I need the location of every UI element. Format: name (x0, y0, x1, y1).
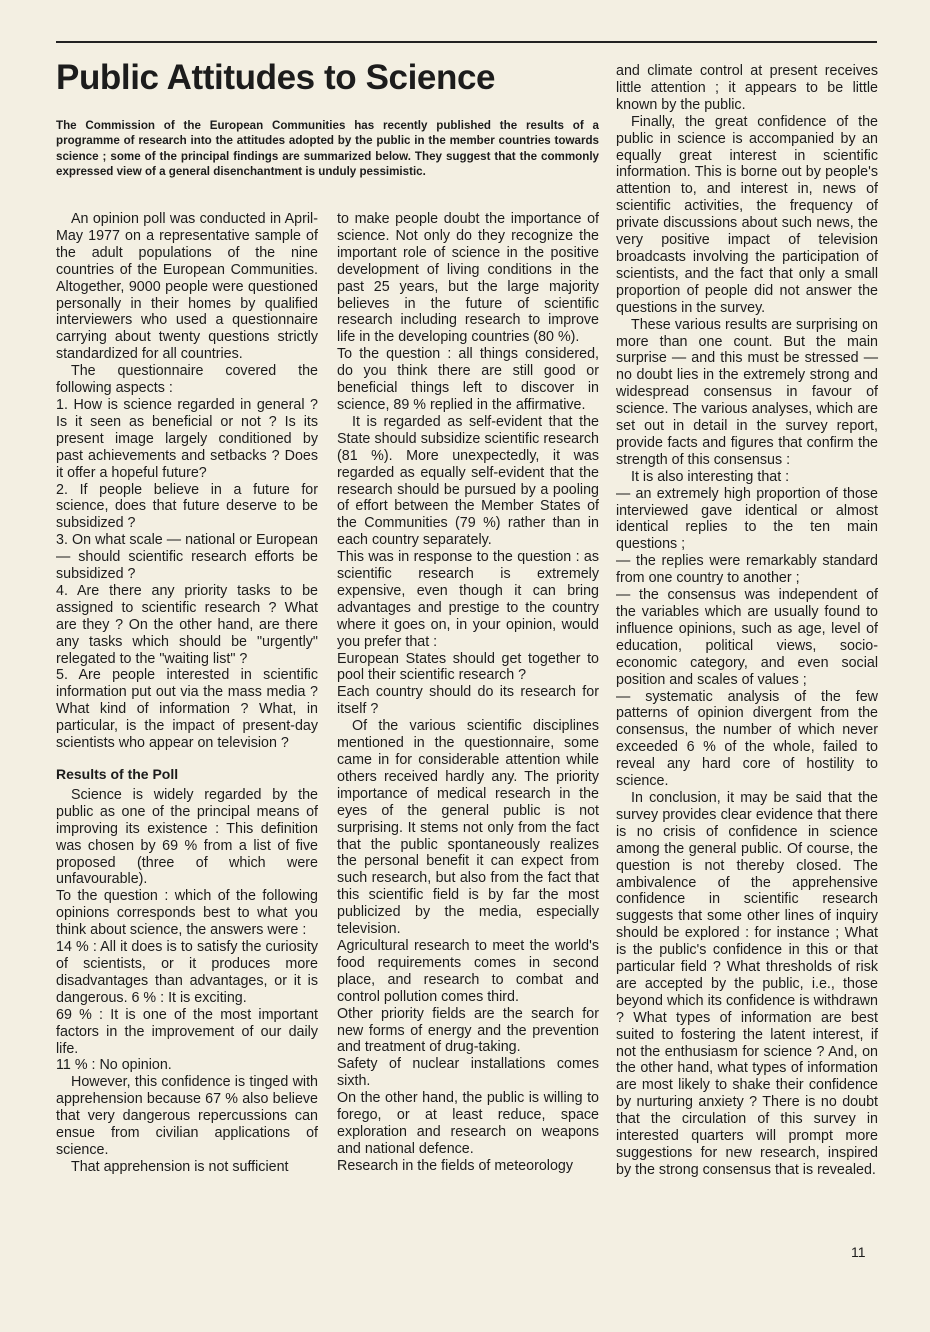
paragraph: The questionnaire covered the following aspects : (56, 363, 318, 397)
answer-item: 69 % : It is one of the most important factors in the improvement of our daily life. (56, 1006, 318, 1057)
question-1: 1. How is science regarded in general ? Is it seen as beneficial or not ? Is its present image largely conditioned by past achievements and setbacks ? Does it offer a hopeful future? (56, 396, 318, 481)
paragraph: Science is widely regarded by the public as one of the principal means of improving its existence : This definition was chosen by 69 % from a list of five proposed (three of which were unfavourable). (56, 786, 318, 888)
paragraph: On the other hand, the public is willing to forego, or at least reduce, space exploration and research on weapons and national defence. (337, 1090, 599, 1157)
question-4: 4. Are there any priority tasks to be assigned to scientific research ? What are they ? On the other hand, are there any tasks which should be "urgently" relegated to the "waiting list" ? (56, 582, 318, 667)
paragraph: However, this confidence is tinged with apprehension because 67 % also believe that very dangerous repercussions can ensue from civilian applications of science. (56, 1074, 318, 1158)
answer-item: 14 % : All it does is to satisfy the curiosity of scientists, or it produces more disadvantages than advantages, or it is dangerous. 6 % : It is exciting. (56, 939, 318, 1006)
paragraph: An opinion poll was conducted in April-May 1977 on a representative sample of the adult populations of the nine countries of the European Communities. Altogether, 9000 people were questioned personally in their homes by qualified interviewers who used a questionnaire carrying about twenty questions strictly standardized for all countries. (56, 211, 318, 363)
paragraph: Safety of nuclear installations comes sixth. (337, 1056, 599, 1090)
paragraph: Agricultural research to meet the world's food requirements comes in second place, and research to combat and control pollution comes third. (337, 937, 599, 1005)
column-3 (616, 63, 878, 1179)
column-2 (337, 211, 599, 1175)
page-number: 11 (851, 1244, 866, 1260)
paragraph: Each country should do its research for itself ? (337, 684, 599, 718)
paragraph: Of the various scientific disciplines mentioned in the questionnaire, some came in for considerable attention while others received hardly any. The priority importance of medical research in the eyes of the general public is not surprising. It stems not only from the fact that the public spontaneously realizes the personal benefit it can expect from such research, but also from the fact that this scientific field is by far the most publicized by the media, especially television. (337, 718, 599, 938)
section-heading: Results of the Poll (56, 766, 179, 782)
paragraph: Other priority fields are the search for new forms of energy and the prevention and treatment of drug-taking. (337, 1005, 599, 1056)
paragraph: In conclusion, it may be said that the survey provides clear evidence that there is no crisis of confidence in science among the general public. Of course, the question is not thereby closed. The ambivalence of the apprehensive confidence in scientific research suggests that some other lines of inquiry should be explored : for instance ; What is the public's confidence in this or that particular field ? What thresholds of risk are accepted by the public, i.e., those beyond which its confidence is withdrawn ? What types of information are best suited to fostering the latent interest, if not the enthusiasm for science ? And, on the other hand, what types of information are most likely to shake their confidence by nurturing anxiety ? There is no doubt that the circulation of this survey in interested quarters will prompt more suggestions for new research, inspired by the strong consensus that is revealed. (616, 789, 878, 1178)
paragraph: Finally, the great confidence of the public in science is accompanied by an equally great interest in scientific information. This is borne out by people's attention to, and interest in, news of scientific activities, the frequency of private discussions about such news, the very positive impact of television broadcasts involving the participation of scientists, and the fact that only a small proportion of people did not answer the questions in the survey. (616, 113, 878, 316)
column-1 (56, 211, 318, 1176)
article-intro: The Commission of the European Communities has recently published the results of a programme of research into the attitudes adopted by the public in the member countries towards science ; some of the principal findings are summarized below. They suggest that the commonly expressed view of a general disenchantment is unduly pessimistic. (56, 119, 599, 179)
list-item: — the replies were remarkably standard from one country to another ; (616, 553, 878, 587)
top-rule (56, 41, 877, 43)
paragraph: To the question : which of the following opinions corresponds best to what you think about science, the answers were : (56, 888, 318, 939)
paragraph: and climate control at present receives little attention ; it appears to be little known by the public. (616, 63, 878, 113)
article-title: Public Attitudes to Science (56, 58, 496, 97)
paragraph: That apprehension is not sufficient (71, 1158, 289, 1175)
answer-item: 11 % : No opinion. (56, 1057, 172, 1074)
paragraph: This was in response to the question : as scientific research is extremely expensive, even though it can bring advantages and prestige to the country where it goes on, in your opinion, would you prefer that : (337, 549, 599, 650)
paragraph: It is regarded as self-evident that the State should subsidize scientific research (81 %). More unexpectedly, it was regarded as equally self-evident that the research should be pursued by a pooling of effort between the Member States of the Communities (79 %) rather than in each country separately. (337, 413, 599, 549)
paragraph: European States should get together to pool their scientific research ? (337, 650, 599, 684)
list-item: — systematic analysis of the few patterns of opinion divergent from the consensus, the number of which never exceeded 6 % of the whole, failed to reveal any hard core of hostility to science. (616, 688, 878, 790)
question-2: 2. If people believe in a future for science, does that future deserve to be subsidized ? (56, 481, 318, 532)
list-item: — the consensus was independent of the variables which are usually found to influence opinions, such as age, level of education, political views, socio-economic category, and even social position and scales of values ; (616, 587, 878, 688)
paragraph: To the question : all things considered, do you think there are still good or beneficial things left to discover in science, 89 % replied in the affirmative. (337, 346, 599, 413)
paragraph: It is also interesting that : (631, 468, 790, 485)
paragraph: These various results are surprising on more than one count. But the main surprise — and this must be stressed — no doubt lies in the extremely strong and widespread consensus in favour of science. The various analyses, which are set out in detail in the survey report, provide facts and figures that confirm the strength of this consensus : (616, 316, 878, 468)
question-5: 5. Are people interested in scientific information put out via the mass media ? What kind of information ? What, in particular, is the impact of present-day scientists who appear on television ? (56, 667, 318, 752)
paragraph: Research in the fields of meteorology (337, 1157, 574, 1174)
list-item: — an extremely high proportion of those interviewed gave identical or almost identical replies to the ten main questions ; (616, 485, 878, 553)
paragraph: to make people doubt the importance of science. Not only do they recognize the important role of science in the positive development of living conditions in the past 25 years, but the large majority believes in the future of scientific research including research to improve life in the developing countries (80 %). (337, 211, 599, 346)
question-3: 3. On what scale — national or European — should scientific research efforts be subsidized ? (56, 532, 318, 583)
